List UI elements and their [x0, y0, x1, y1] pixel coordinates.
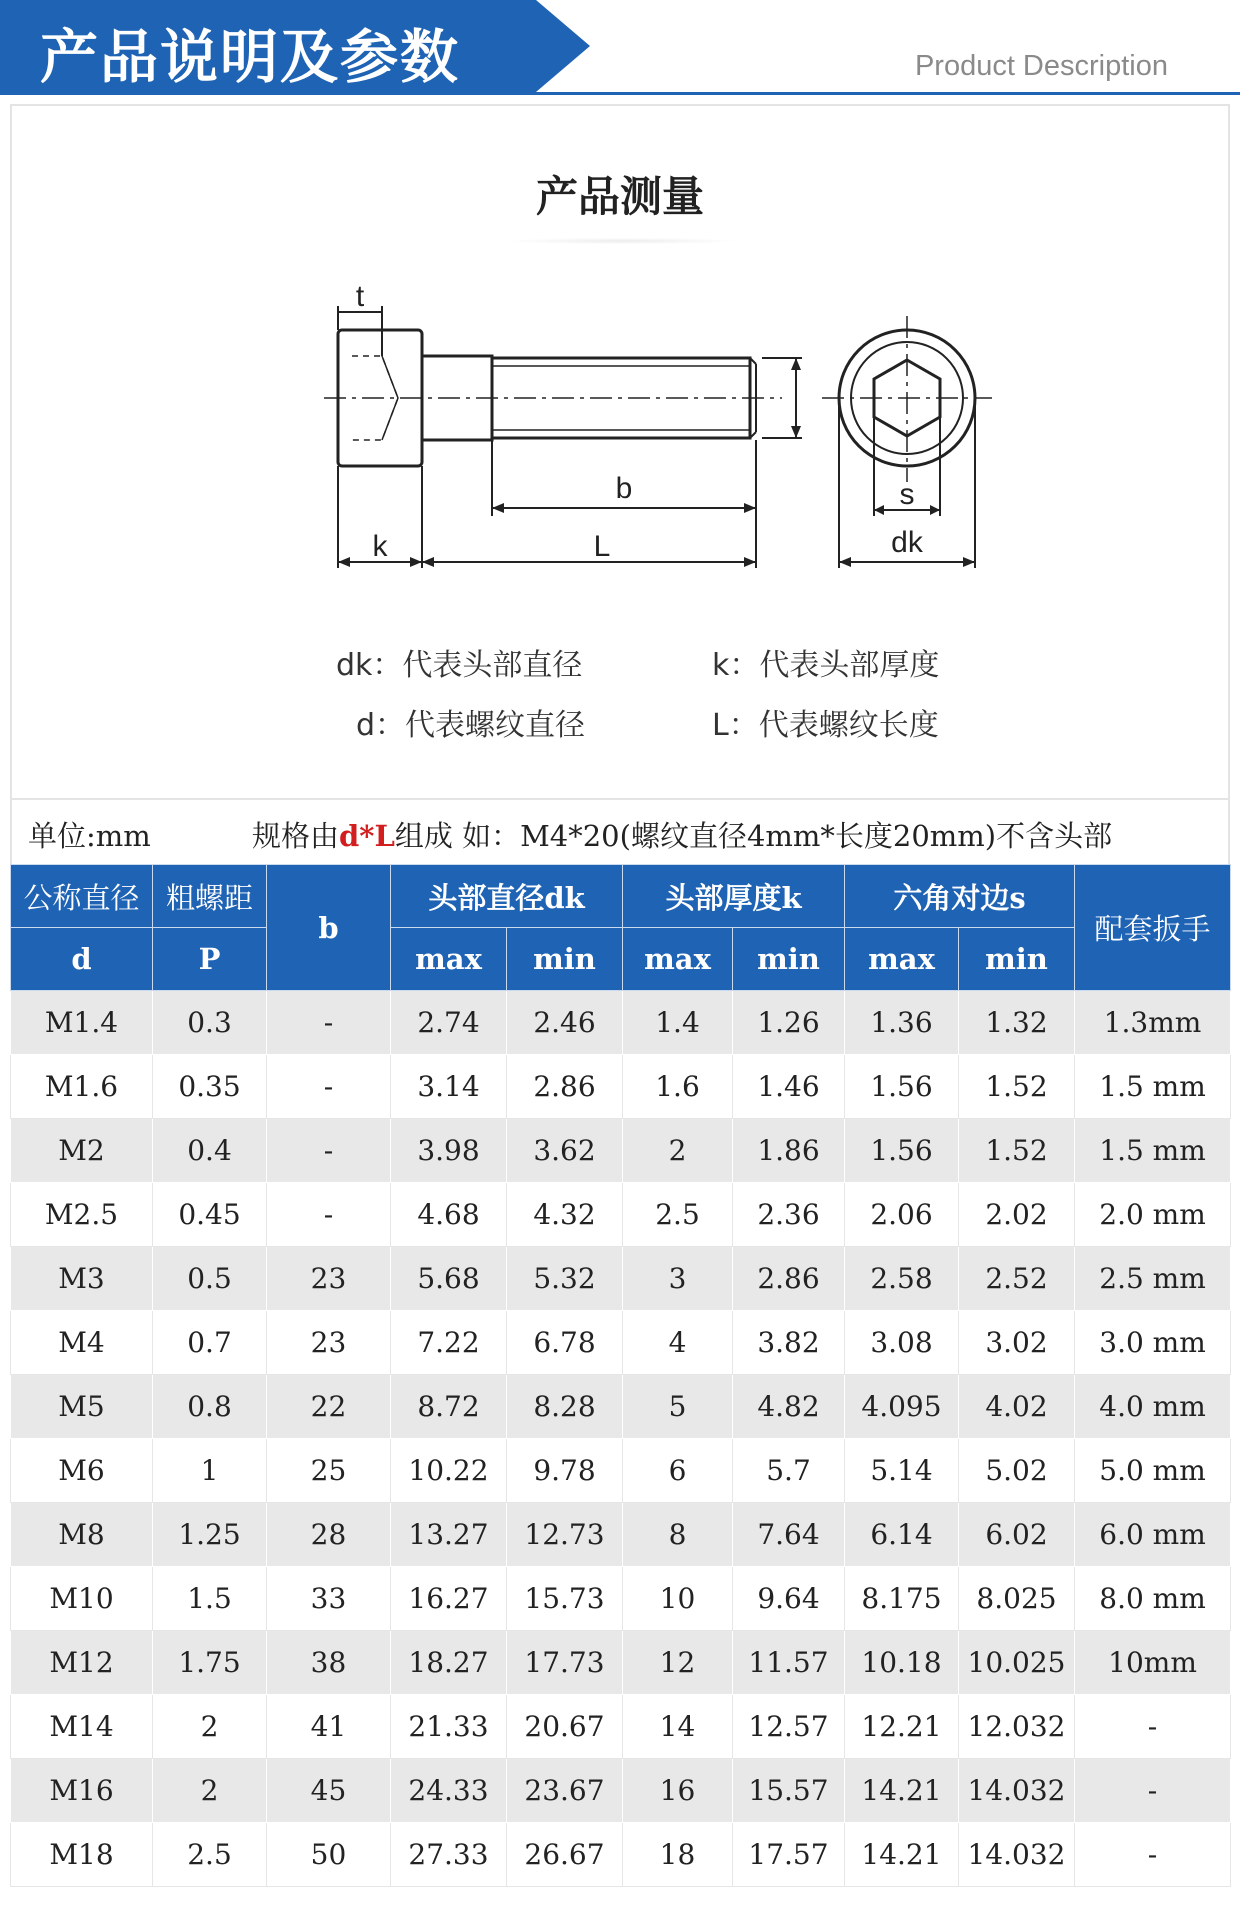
table-cell: 23.67 [507, 1759, 623, 1823]
table-cell: M12 [11, 1631, 153, 1695]
table-cell: - [1075, 1823, 1231, 1887]
table-cell: 12.73 [507, 1503, 623, 1567]
header-min: min [959, 928, 1075, 991]
legend-k: k：代表头部厚度 [712, 648, 940, 683]
table-cell: M2.5 [11, 1183, 153, 1247]
header-hex-size: 六角对边s [845, 865, 1075, 928]
table-cell: 23 [267, 1247, 391, 1311]
table-cell: M1.4 [11, 991, 153, 1055]
table-cell: 5 [623, 1375, 733, 1439]
table-cell: 14.21 [845, 1759, 959, 1823]
table-cell: 1 [153, 1439, 267, 1503]
table-cell: 2.02 [959, 1183, 1075, 1247]
table-cell: 12.032 [959, 1695, 1075, 1759]
table-cell: 1.56 [845, 1055, 959, 1119]
table-cell: 25 [267, 1439, 391, 1503]
table-row [11, 991, 1231, 1055]
table-row [11, 1631, 1231, 1695]
table-cell: 2.5 [623, 1183, 733, 1247]
spec-prefix: 规格由 [252, 819, 340, 853]
table-cell: 0.3 [153, 991, 267, 1055]
table-cell: 4 [623, 1311, 733, 1375]
table-cell: 4.82 [733, 1375, 845, 1439]
screw-diagram [12, 106, 1228, 586]
table-cell: 10.22 [391, 1439, 507, 1503]
table-cell: 14.032 [959, 1759, 1075, 1823]
table-cell: 7.22 [391, 1311, 507, 1375]
table-cell: - [267, 1119, 391, 1183]
table-cell: 8.025 [959, 1567, 1075, 1631]
legend-dk: dk：代表头部直径 [336, 648, 583, 683]
table-cell: 26.67 [507, 1823, 623, 1887]
table-cell: - [267, 1183, 391, 1247]
table-cell: 1.56 [845, 1119, 959, 1183]
table-cell: 0.7 [153, 1311, 267, 1375]
table-cell: 12.57 [733, 1695, 845, 1759]
table-cell: 2.86 [507, 1055, 623, 1119]
page-title: 产品说明及参数 [40, 23, 461, 91]
table-cell: 18 [623, 1823, 733, 1887]
table-cell: M5 [11, 1375, 153, 1439]
header-wrench: 配套扳手 [1075, 865, 1231, 991]
table-cell: 13.27 [391, 1503, 507, 1567]
table-cell: 33 [267, 1567, 391, 1631]
label-b: b [615, 472, 633, 505]
table-row [11, 1375, 1231, 1439]
table-row [11, 1823, 1231, 1887]
table-row [11, 1119, 1231, 1183]
table-cell: 10 [623, 1567, 733, 1631]
banner-underline [0, 92, 1240, 95]
table-cell: 1.5 mm [1075, 1119, 1231, 1183]
table-cell: 2.86 [733, 1247, 845, 1311]
table-cell: 5.0 mm [1075, 1439, 1231, 1503]
table-cell: 14.032 [959, 1823, 1075, 1887]
table-cell: 10.18 [845, 1631, 959, 1695]
table-cell: M8 [11, 1503, 153, 1567]
legend-L: L：代表螺纹长度 [712, 708, 939, 743]
table-cell: 12 [623, 1631, 733, 1695]
table-cell: 8 [623, 1503, 733, 1567]
table-cell: 2.0 mm [1075, 1183, 1231, 1247]
table-cell: 5.68 [391, 1247, 507, 1311]
page-subtitle: Product Description [914, 50, 1168, 82]
spec-suffix: 组成 如：M4*20(螺纹直径4mm*长度20mm)不含头部 [394, 819, 1113, 853]
table-cell: 5.7 [733, 1439, 845, 1503]
table-cell: 17.57 [733, 1823, 845, 1887]
table-cell: 1.5 mm [1075, 1055, 1231, 1119]
header-min: min [507, 928, 623, 991]
table-cell: 18.27 [391, 1631, 507, 1695]
table-cell: 6.0 mm [1075, 1503, 1231, 1567]
table-cell: 7.64 [733, 1503, 845, 1567]
header-b: b [267, 865, 391, 991]
header-max: max [845, 928, 959, 991]
spec-note [252, 814, 1112, 855]
table-cell: - [267, 991, 391, 1055]
table-cell: 10mm [1075, 1631, 1231, 1695]
header-banner [0, 0, 1240, 96]
table-cell: 3 [623, 1247, 733, 1311]
table-cell: 16 [623, 1759, 733, 1823]
table-row [11, 1567, 1231, 1631]
table-cell: 1.25 [153, 1503, 267, 1567]
table-cell: 1.4 [623, 991, 733, 1055]
table-cell: 4.02 [959, 1375, 1075, 1439]
header-pitch: 粗螺距 [153, 865, 267, 928]
table-cell: M1.6 [11, 1055, 153, 1119]
table-cell: 17.73 [507, 1631, 623, 1695]
table-cell: 11.57 [733, 1631, 845, 1695]
table-cell: 1.52 [959, 1119, 1075, 1183]
table-cell: 9.78 [507, 1439, 623, 1503]
header-pitch-sub: P [153, 928, 267, 991]
table-cell: 4.0 mm [1075, 1375, 1231, 1439]
legend-d: d：代表螺纹直径 [356, 708, 586, 743]
table-cell: 6.78 [507, 1311, 623, 1375]
table-cell: 1.32 [959, 991, 1075, 1055]
table-cell: 41 [267, 1695, 391, 1759]
table-cell: 9.64 [733, 1567, 845, 1631]
table-cell: 22 [267, 1375, 391, 1439]
table-cell: 0.4 [153, 1119, 267, 1183]
table-cell: 12.21 [845, 1695, 959, 1759]
table-cell: 6 [623, 1439, 733, 1503]
spec-table-body [11, 991, 1231, 1887]
table-cell: 2.5 [153, 1823, 267, 1887]
table-cell: 3.0 mm [1075, 1311, 1231, 1375]
table-cell: 1.75 [153, 1631, 267, 1695]
table-cell: M18 [11, 1823, 153, 1887]
table-cell: 2.52 [959, 1247, 1075, 1311]
table-cell: 3.08 [845, 1311, 959, 1375]
table-cell: 24.33 [391, 1759, 507, 1823]
table-cell: 3.82 [733, 1311, 845, 1375]
header-head-thickness: 头部厚度k [623, 865, 845, 928]
table-cell: 4.32 [507, 1183, 623, 1247]
label-dk: dk [891, 526, 923, 559]
table-cell: M4 [11, 1311, 153, 1375]
table-cell: 1.3mm [1075, 991, 1231, 1055]
table-cell: - [1075, 1759, 1231, 1823]
table-cell: 28 [267, 1503, 391, 1567]
table-cell: 20.67 [507, 1695, 623, 1759]
table-cell: 21.33 [391, 1695, 507, 1759]
table-cell: 27.33 [391, 1823, 507, 1887]
table-row [11, 1439, 1231, 1503]
table-row [11, 1695, 1231, 1759]
table-cell: - [267, 1055, 391, 1119]
unit-row [10, 800, 1230, 864]
table-cell: 4.68 [391, 1183, 507, 1247]
table-cell: 50 [267, 1823, 391, 1887]
table-cell: 5.32 [507, 1247, 623, 1311]
table-cell: 1.26 [733, 991, 845, 1055]
header-max: max [391, 928, 507, 991]
table-cell: 1.36 [845, 991, 959, 1055]
table-row [11, 1183, 1231, 1247]
table-row [11, 1311, 1231, 1375]
table-row [11, 1503, 1231, 1567]
table-cell: 2 [153, 1759, 267, 1823]
table-cell: 8.175 [845, 1567, 959, 1631]
table-cell: 3.98 [391, 1119, 507, 1183]
table-cell: 16.27 [391, 1567, 507, 1631]
table-cell: 2.5 mm [1075, 1247, 1231, 1311]
table-cell: 14 [623, 1695, 733, 1759]
table-cell: 0.45 [153, 1183, 267, 1247]
table-cell: - [1075, 1695, 1231, 1759]
label-k: k [372, 530, 388, 563]
measurement-title: 产品测量 [535, 172, 704, 221]
spec-table [10, 864, 1231, 1887]
table-cell: 2.58 [845, 1247, 959, 1311]
table-cell: 6.02 [959, 1503, 1075, 1567]
table-row [11, 1247, 1231, 1311]
table-cell: 1.6 [623, 1055, 733, 1119]
table-cell: 1.46 [733, 1055, 845, 1119]
table-cell: M16 [11, 1759, 153, 1823]
table-cell: M3 [11, 1247, 153, 1311]
table-row [11, 1055, 1231, 1119]
table-cell: 2.36 [733, 1183, 845, 1247]
table-cell: 3.14 [391, 1055, 507, 1119]
label-L: L [593, 530, 611, 563]
table-cell: 15.73 [507, 1567, 623, 1631]
header-nominal: 公称直径 [11, 865, 153, 928]
table-cell: 5.02 [959, 1439, 1075, 1503]
unit-label: 单位:mm [28, 819, 151, 853]
table-cell: 5.14 [845, 1439, 959, 1503]
table-cell: 1.52 [959, 1055, 1075, 1119]
table-cell: 23 [267, 1311, 391, 1375]
header-min: min [733, 928, 845, 991]
table-cell: 45 [267, 1759, 391, 1823]
table-cell: 38 [267, 1631, 391, 1695]
label-s: s [899, 478, 915, 511]
spec-highlight: d*L [339, 819, 395, 853]
table-cell: M10 [11, 1567, 153, 1631]
table-cell: 0.35 [153, 1055, 267, 1119]
table-cell: 6.14 [845, 1503, 959, 1567]
table-cell: 2.74 [391, 991, 507, 1055]
table-cell: 15.57 [733, 1759, 845, 1823]
table-cell: 8.28 [507, 1375, 623, 1439]
table-cell: 8.0 mm [1075, 1567, 1231, 1631]
table-cell: 3.02 [959, 1311, 1075, 1375]
table-cell: 3.62 [507, 1119, 623, 1183]
table-cell: M6 [11, 1439, 153, 1503]
table-cell: 4.095 [845, 1375, 959, 1439]
label-t: t [355, 280, 365, 313]
table-cell: 14.21 [845, 1823, 959, 1887]
table-row [11, 1759, 1231, 1823]
table-cell: 0.5 [153, 1247, 267, 1311]
header-max: max [623, 928, 733, 991]
table-cell: 2.46 [507, 991, 623, 1055]
table-cell: M2 [11, 1119, 153, 1183]
table-cell: 1.86 [733, 1119, 845, 1183]
table-cell: 0.8 [153, 1375, 267, 1439]
header-nominal-sub: d [11, 928, 153, 991]
table-cell: 2 [153, 1695, 267, 1759]
table-cell: 8.72 [391, 1375, 507, 1439]
table-cell: 2 [623, 1119, 733, 1183]
measurement-panel [10, 104, 1230, 800]
table-cell: 10.025 [959, 1631, 1075, 1695]
table-cell: M14 [11, 1695, 153, 1759]
table-cell: 2.06 [845, 1183, 959, 1247]
header-head-diameter: 头部直径dk [391, 865, 623, 928]
table-cell: 1.5 [153, 1567, 267, 1631]
